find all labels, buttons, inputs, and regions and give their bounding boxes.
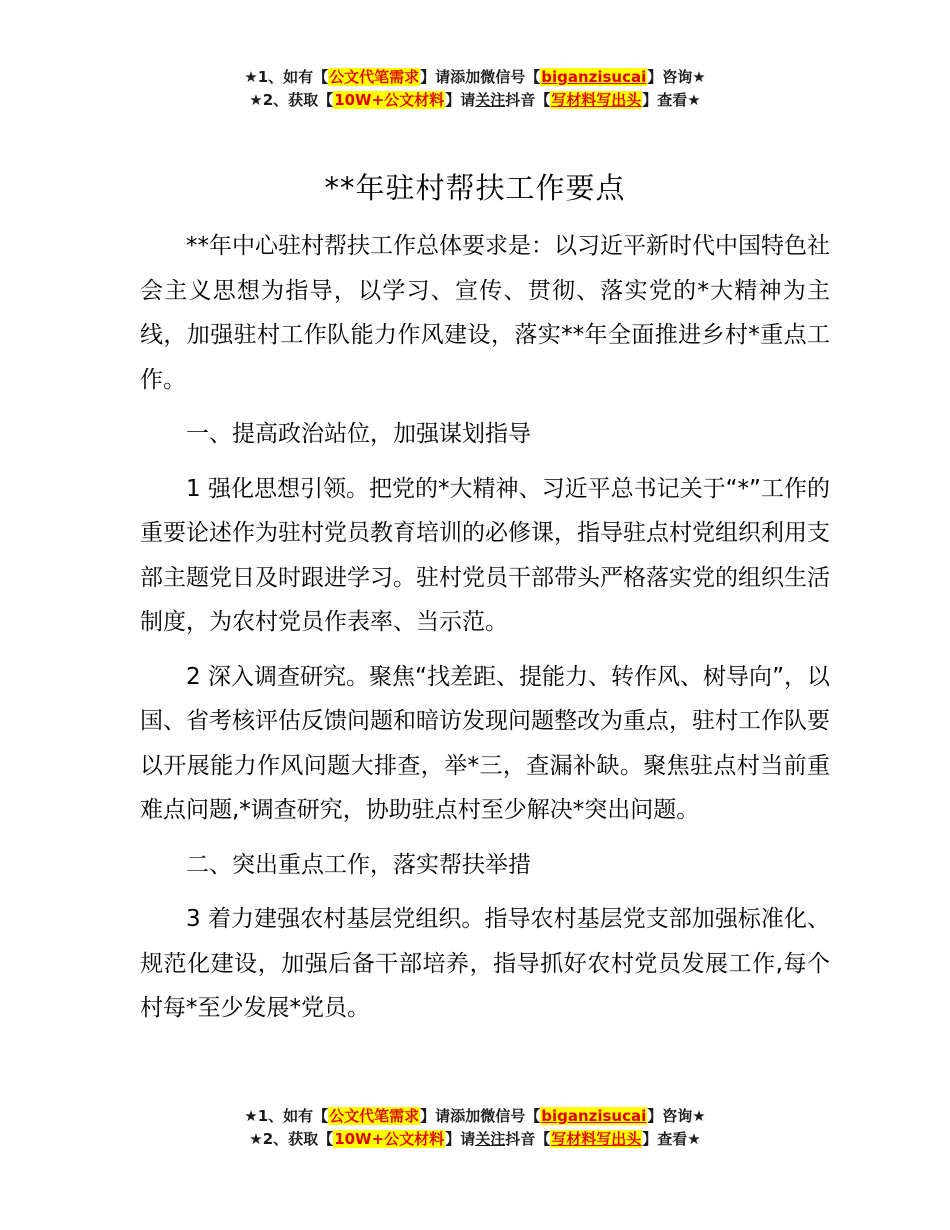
promo-highlight: 写材料写出头 [551, 91, 642, 109]
paragraph-intro: **年中心驻村帮扶工作总体要求是：以习近平新时代中国特色社会主义思想为指导，以学习、宣传、贯彻、落实党的*大精神为主线，加强驻村工作队能力作风建设，落实**年全面推进乡村*重点工作。 [140, 233, 830, 393]
promo-text: ★2、获取【 [249, 1130, 334, 1148]
document-body [140, 224, 830, 1041]
promo-text: 关注 [475, 91, 506, 109]
promo-text: ★1、如有【 [244, 68, 329, 86]
promo-highlight: 写材料写出头 [551, 1130, 642, 1148]
promo-text: 】请 [445, 1130, 476, 1148]
promo-text: 微信号【 [480, 1107, 541, 1125]
promo-wechat-id: biganzisucai [541, 1107, 647, 1125]
promo-line-2 [0, 89, 950, 112]
promo-text: 加 [465, 1107, 481, 1125]
promo-text: 抖音【 [505, 1130, 551, 1148]
promo-text: ★1、如有【 [244, 1107, 329, 1125]
promo-highlight: 公文代笔需求 [329, 1107, 420, 1125]
paragraph-item-3: 3 着力建强农村基层党组织。指导农村基层党支部加强标准化、规范化建设，加强后备干部培养，指导抓好农村党员发展工作,每个村每*至少发展*党员。 [140, 906, 830, 1021]
paragraph-item-1: 1 强化思想引领。把党的*大精神、习近平总书记关于“*”工作的重要论述作为驻村党员教育培训的必修课，指导驻点村党组织利用支部主题党日及时跟进学习。驻村党员干部带头严格落实党的组织生活制度，为农村党员作表率、当示范。 [140, 475, 830, 635]
section-heading-2: 二、突出重点工作，落实帮扶举措 [186, 851, 531, 878]
promo-highlight: 公文代笔需求 [329, 68, 420, 86]
promo-text: ★2、获取【 [249, 91, 334, 109]
promo-text: 加 [465, 68, 481, 86]
promo-highlight: 10W+公文材料 [334, 1130, 445, 1148]
promo-text: 抖音【 [505, 91, 551, 109]
promo-line-1 [0, 66, 950, 89]
promo-banner-top [0, 66, 950, 112]
promo-line-2 [0, 1128, 950, 1151]
promo-text: 】查看★ [642, 91, 701, 109]
promo-text: 】咨询★ [647, 68, 706, 86]
promo-text: 关注 [475, 1130, 506, 1148]
promo-banner-bottom [0, 1105, 950, 1151]
promo-line-1 [0, 1105, 950, 1128]
promo-wechat-id: biganzisucai [541, 68, 647, 86]
paragraph-item-2: 2 深入调查研究。聚焦“找差距、提能力、转作风、树导向”，以国、省考核评估反馈问题和暗访发现问题整改为重点，驻村工作队要以开展能力作风问题大排查，举*三，查漏补缺。聚焦驻点村当前重难点问题,*调查研究，协助驻点村至少解决*突出问题。 [140, 663, 830, 823]
promo-text: 微信号【 [480, 68, 541, 86]
promo-text: 】请添 [420, 68, 466, 86]
promo-text: 】请 [445, 91, 476, 109]
promo-text: 】咨询★ [647, 1107, 706, 1125]
promo-text: 】查看★ [642, 1130, 701, 1148]
promo-text: 】请添 [420, 1107, 466, 1125]
promo-highlight: 10W+公文材料 [334, 91, 445, 109]
section-heading-1: 一、提高政治站位，加强谋划指导 [186, 421, 531, 447]
document-title: **年驻村帮扶工作要点 [324, 171, 626, 205]
